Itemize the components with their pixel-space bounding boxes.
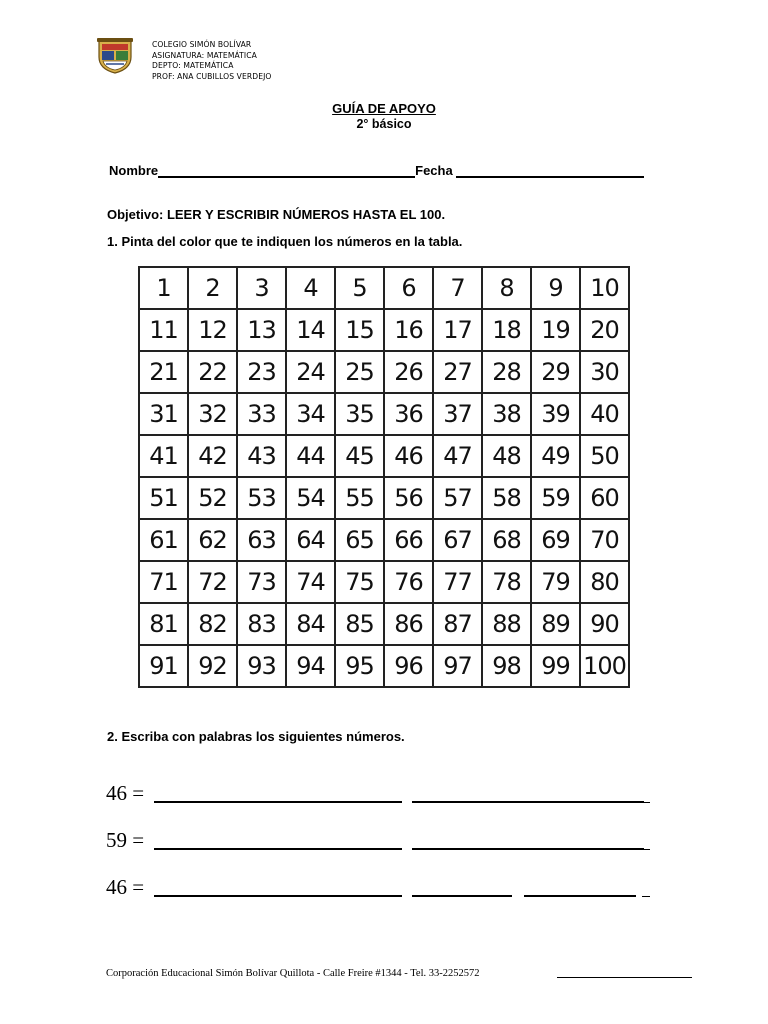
chart-cell[interactable]: 92 bbox=[188, 645, 237, 687]
chart-cell[interactable]: 17 bbox=[433, 309, 482, 351]
chart-cell[interactable]: 91 bbox=[139, 645, 188, 687]
chart-cell[interactable]: 68 bbox=[482, 519, 531, 561]
chart-cell[interactable]: 19 bbox=[531, 309, 580, 351]
chart-cell[interactable]: 32 bbox=[188, 393, 237, 435]
subject-line: ASIGNATURA: MATEMÁTICA bbox=[152, 50, 257, 60]
chart-cell[interactable]: 3 bbox=[237, 267, 286, 309]
chart-cell[interactable]: 33 bbox=[237, 393, 286, 435]
chart-cell[interactable]: 81 bbox=[139, 603, 188, 645]
chart-cell[interactable]: 25 bbox=[335, 351, 384, 393]
chart-cell[interactable]: 51 bbox=[139, 477, 188, 519]
chart-cell[interactable]: 35 bbox=[335, 393, 384, 435]
chart-cell[interactable]: 31 bbox=[139, 393, 188, 435]
school-info bbox=[152, 40, 272, 82]
chart-cell[interactable]: 5 bbox=[335, 267, 384, 309]
chart-cell[interactable]: 10 bbox=[580, 267, 629, 309]
chart-cell[interactable]: 45 bbox=[335, 435, 384, 477]
answer-line[interactable] bbox=[412, 801, 644, 803]
chart-cell[interactable]: 30 bbox=[580, 351, 629, 393]
chart-cell[interactable]: 83 bbox=[237, 603, 286, 645]
chart-cell[interactable]: 13 bbox=[237, 309, 286, 351]
chart-cell[interactable]: 37 bbox=[433, 393, 482, 435]
chart-cell[interactable]: 28 bbox=[482, 351, 531, 393]
answer-line-tail bbox=[642, 802, 650, 803]
chart-cell[interactable]: 84 bbox=[286, 603, 335, 645]
chart-cell[interactable]: 82 bbox=[188, 603, 237, 645]
chart-cell[interactable]: 23 bbox=[237, 351, 286, 393]
chart-cell[interactable]: 36 bbox=[384, 393, 433, 435]
chart-cell[interactable]: 85 bbox=[335, 603, 384, 645]
chart-cell[interactable]: 8 bbox=[482, 267, 531, 309]
chart-cell[interactable]: 14 bbox=[286, 309, 335, 351]
chart-cell[interactable]: 49 bbox=[531, 435, 580, 477]
name-label: Nombre bbox=[109, 163, 159, 178]
chart-cell[interactable]: 40 bbox=[580, 393, 629, 435]
date-label: Fecha bbox=[415, 163, 453, 178]
chart-cell[interactable]: 86 bbox=[384, 603, 433, 645]
chart-cell[interactable]: 48 bbox=[482, 435, 531, 477]
answer-line[interactable] bbox=[412, 895, 512, 897]
exercise-2 bbox=[106, 828, 144, 853]
chart-cell[interactable]: 24 bbox=[286, 351, 335, 393]
chart-row bbox=[139, 393, 629, 435]
chart-cell[interactable]: 77 bbox=[433, 561, 482, 603]
chart-row bbox=[139, 267, 629, 309]
chart-cell[interactable]: 67 bbox=[433, 519, 482, 561]
name-date-row bbox=[109, 162, 644, 178]
chart-cell[interactable]: 9 bbox=[531, 267, 580, 309]
chart-cell[interactable]: 50 bbox=[580, 435, 629, 477]
department-line: DEPTO: MATEMÁTICA bbox=[152, 61, 234, 71]
chart-row bbox=[139, 435, 629, 477]
chart-cell[interactable]: 22 bbox=[188, 351, 237, 393]
chart-cell[interactable]: 18 bbox=[482, 309, 531, 351]
chart-cell[interactable]: 69 bbox=[531, 519, 580, 561]
answer-line[interactable] bbox=[154, 848, 402, 850]
chart-cell[interactable]: 52 bbox=[188, 477, 237, 519]
chart-cell[interactable]: 41 bbox=[139, 435, 188, 477]
chart-cell[interactable]: 98 bbox=[482, 645, 531, 687]
chart-cell[interactable]: 2 bbox=[188, 267, 237, 309]
chart-cell[interactable]: 80 bbox=[580, 561, 629, 603]
chart-cell[interactable]: 54 bbox=[286, 477, 335, 519]
chart-cell[interactable]: 79 bbox=[531, 561, 580, 603]
chart-cell[interactable]: 44 bbox=[286, 435, 335, 477]
chart-cell[interactable]: 60 bbox=[580, 477, 629, 519]
chart-cell[interactable]: 55 bbox=[335, 477, 384, 519]
date-field[interactable] bbox=[456, 162, 644, 178]
chart-cell[interactable]: 56 bbox=[384, 477, 433, 519]
chart-cell[interactable]: 16 bbox=[384, 309, 433, 351]
chart-cell[interactable]: 76 bbox=[384, 561, 433, 603]
exercise-1 bbox=[106, 781, 144, 806]
chart-cell[interactable]: 27 bbox=[433, 351, 482, 393]
chart-cell[interactable]: 90 bbox=[580, 603, 629, 645]
chart-cell[interactable]: 87 bbox=[433, 603, 482, 645]
chart-cell[interactable]: 1 bbox=[139, 267, 188, 309]
chart-cell[interactable]: 66 bbox=[384, 519, 433, 561]
chart-cell[interactable]: 38 bbox=[482, 393, 531, 435]
school-name: COLEGIO SIMÓN BOLÍVAR bbox=[152, 40, 252, 49]
answer-line-tail bbox=[642, 896, 650, 897]
answer-line-tail bbox=[642, 849, 650, 850]
chart-row bbox=[139, 603, 629, 645]
chart-cell[interactable]: 39 bbox=[531, 393, 580, 435]
exercise-number: 46 = bbox=[106, 781, 145, 805]
question-2: 2. Escriba con palabras los siguientes números. bbox=[107, 729, 405, 744]
chart-cell[interactable]: 63 bbox=[237, 519, 286, 561]
document-title: GUÍA DE APOYO bbox=[332, 101, 436, 116]
chart-cell[interactable]: 78 bbox=[482, 561, 531, 603]
chart-cell[interactable]: 42 bbox=[188, 435, 237, 477]
chart-cell[interactable]: 70 bbox=[580, 519, 629, 561]
chart-cell[interactable]: 71 bbox=[139, 561, 188, 603]
chart-row bbox=[139, 477, 629, 519]
chart-cell[interactable]: 100 bbox=[580, 645, 629, 687]
chart-cell[interactable]: 88 bbox=[482, 603, 531, 645]
chart-cell[interactable]: 47 bbox=[433, 435, 482, 477]
chart-cell[interactable]: 64 bbox=[286, 519, 335, 561]
exercise-number: 46 = bbox=[106, 875, 145, 899]
chart-cell[interactable]: 95 bbox=[335, 645, 384, 687]
chart-cell[interactable]: 29 bbox=[531, 351, 580, 393]
chart-cell[interactable]: 53 bbox=[237, 477, 286, 519]
chart-cell[interactable]: 72 bbox=[188, 561, 237, 603]
chart-cell[interactable]: 12 bbox=[188, 309, 237, 351]
chart-cell[interactable]: 59 bbox=[531, 477, 580, 519]
chart-cell[interactable]: 4 bbox=[286, 267, 335, 309]
hundred-chart bbox=[138, 266, 630, 688]
chart-cell[interactable]: 97 bbox=[433, 645, 482, 687]
question-1: 1. Pinta del color que te indiquen los números en la tabla. bbox=[107, 234, 463, 249]
footer-text: Corporación Educacional Simón Bolívar Quillota - Calle Freire #1344 - Tel. 33-2252572 bbox=[106, 968, 480, 979]
chart-cell[interactable]: 26 bbox=[384, 351, 433, 393]
answer-line[interactable] bbox=[524, 895, 636, 897]
chart-cell[interactable]: 43 bbox=[237, 435, 286, 477]
teacher-line: PROF: ANA CUBILLOS VERDEJO bbox=[152, 71, 272, 81]
chart-cell[interactable]: 62 bbox=[188, 519, 237, 561]
answer-line[interactable] bbox=[412, 848, 644, 850]
chart-cell[interactable]: 21 bbox=[139, 351, 188, 393]
chart-cell[interactable]: 7 bbox=[433, 267, 482, 309]
chart-cell[interactable]: 58 bbox=[482, 477, 531, 519]
chart-cell[interactable]: 96 bbox=[384, 645, 433, 687]
chart-row bbox=[139, 645, 629, 687]
chart-cell[interactable]: 74 bbox=[286, 561, 335, 603]
chart-cell[interactable]: 94 bbox=[286, 645, 335, 687]
name-field[interactable] bbox=[158, 162, 415, 178]
answer-line[interactable] bbox=[154, 801, 402, 803]
chart-cell[interactable]: 34 bbox=[286, 393, 335, 435]
chart-cell[interactable]: 46 bbox=[384, 435, 433, 477]
document-title-wrap bbox=[0, 101, 768, 116]
signature-line[interactable] bbox=[557, 977, 692, 978]
objective-text: Objetivo: LEER Y ESCRIBIR NÚMEROS HASTA EL 100. bbox=[107, 207, 446, 222]
chart-cell[interactable]: 20 bbox=[580, 309, 629, 351]
chart-cell[interactable]: 57 bbox=[433, 477, 482, 519]
answer-line[interactable] bbox=[154, 895, 402, 897]
chart-cell[interactable]: 6 bbox=[384, 267, 433, 309]
document-subtitle: 2° básico bbox=[356, 117, 412, 131]
chart-row bbox=[139, 519, 629, 561]
chart-cell[interactable]: 61 bbox=[139, 519, 188, 561]
exercise-3 bbox=[106, 875, 144, 900]
chart-cell[interactable]: 73 bbox=[237, 561, 286, 603]
chart-cell[interactable]: 75 bbox=[335, 561, 384, 603]
chart-cell[interactable]: 15 bbox=[335, 309, 384, 351]
chart-cell[interactable]: 11 bbox=[139, 309, 188, 351]
chart-cell[interactable]: 99 bbox=[531, 645, 580, 687]
chart-row bbox=[139, 351, 629, 393]
chart-row bbox=[139, 561, 629, 603]
chart-cell[interactable]: 93 bbox=[237, 645, 286, 687]
chart-row bbox=[139, 309, 629, 351]
school-crest-icon bbox=[96, 37, 134, 74]
chart-cell[interactable]: 65 bbox=[335, 519, 384, 561]
chart-cell[interactable]: 89 bbox=[531, 603, 580, 645]
exercise-number: 59 = bbox=[106, 828, 145, 852]
